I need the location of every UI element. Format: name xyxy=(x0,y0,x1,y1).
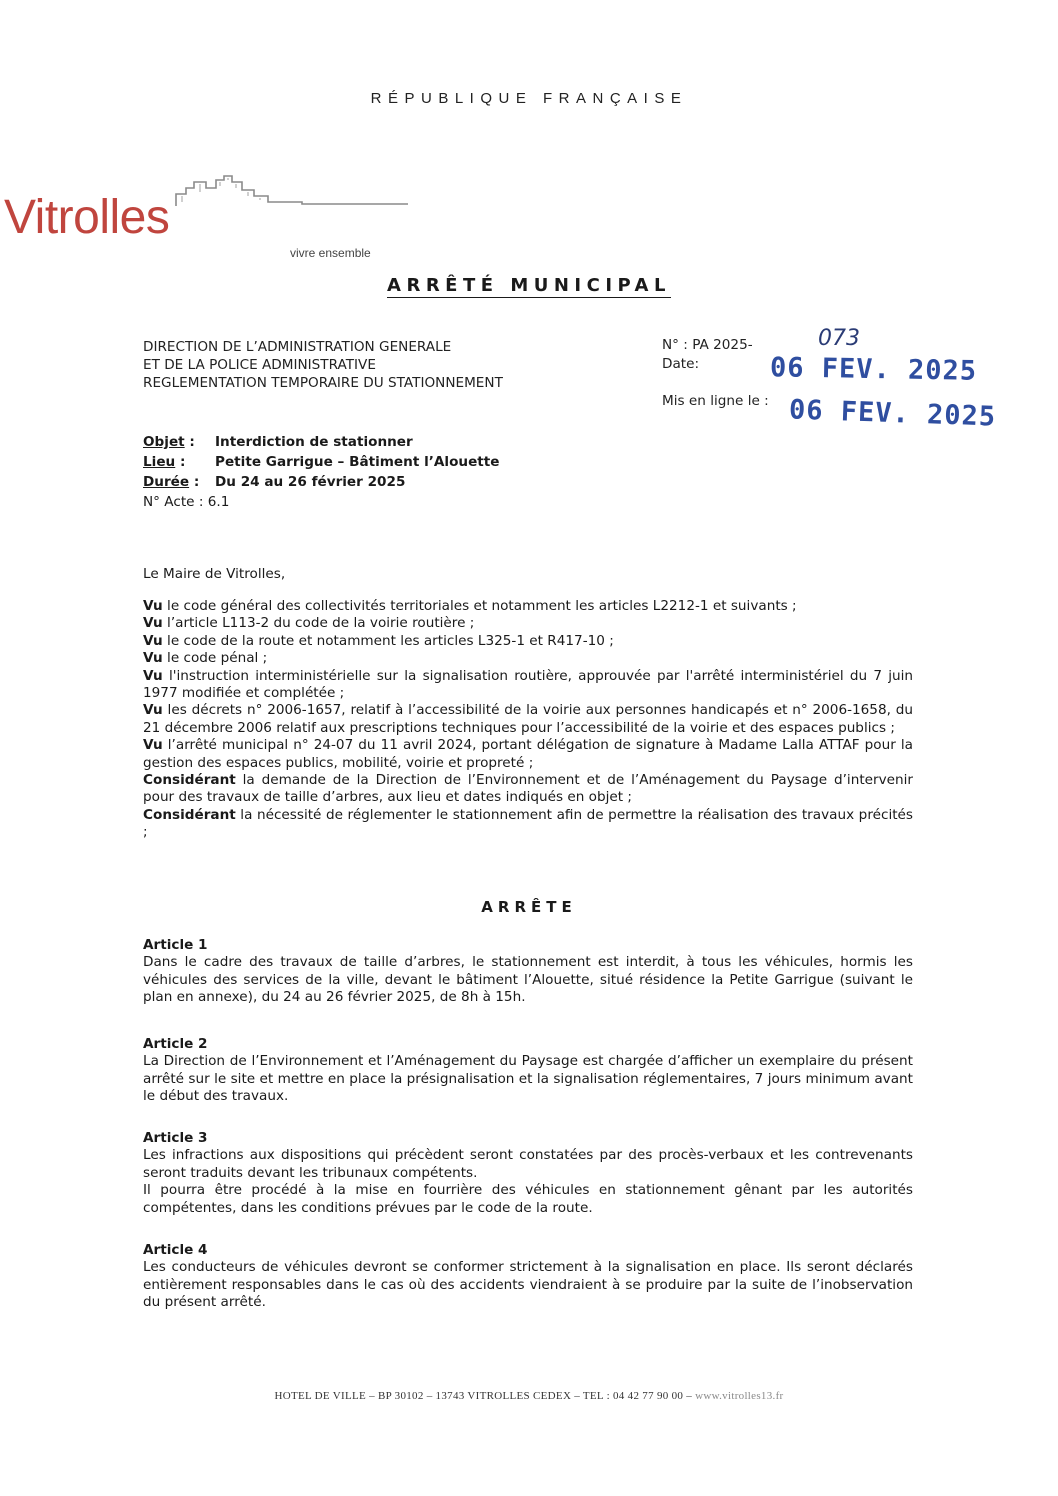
direction-line: REGLEMENTATION TEMPORAIRE DU STATIONNEMENT xyxy=(143,375,503,391)
date-stamp: 06 FEV. 2025 xyxy=(769,352,978,387)
article-title: Article 4 xyxy=(143,1242,208,1258)
visa-item: Vu le code général des collectivités territoriales et notamment les articles L2212-1 et suivants ; xyxy=(143,598,797,614)
article-paragraph: Dans le cadre des travaux de taille d’arbres, le stationnement est interdit, à tous les véhicules, hormis les véhicules des services de la ville, devant le bâtiment l’Alouette, situé résidence la Petite Garrigue (suivant le plan en annexe), du 24 au 26 février 2025, de 8h à 15h. xyxy=(143,954,913,1006)
visa-item: Considérant la demande de la Direction de l’Environnement et de l’Aménagement du Paysage d’intervenir pour des travaux de taille d’arbres, aux lieu et dates indiqués en objet ; xyxy=(143,772,913,806)
meta-label: Objet xyxy=(143,434,185,450)
footer-address: HOTEL DE VILLE – BP 30102 – 13743 VITROLLES CEDEX – TEL : 04 42 77 90 00 – xyxy=(274,1390,696,1402)
article-title: Article 2 xyxy=(143,1036,208,1052)
article-paragraph: La Direction de l’Environnement et l’Aménagement du Paysage est chargée d’afficher un exemplaire du présent arrêté sur le site et mettre en place la présignalisation et la signalisation réglementaires, 7 jours minimum avant le début des travaux. xyxy=(143,1053,913,1105)
document-title-text: ARRÊTÉ MUNICIPAL xyxy=(387,275,671,296)
article-title: Article 3 xyxy=(143,1130,208,1146)
direction-block xyxy=(143,338,503,392)
logo-wordmark: Vitrolles xyxy=(4,191,170,244)
article-paragraph: Les conducteurs de véhicules devront se conformer strictement à la signalisation en place. Ils seront déclarés entièrement responsables dans le cas où des accidents viendraient à se produire par la suite de l’inobservation du présent arrêté. xyxy=(143,1259,913,1311)
city-skyline-icon xyxy=(172,170,412,210)
footer-website-link[interactable]: www.vitrolles13.fr xyxy=(695,1390,784,1402)
page-footer xyxy=(0,1390,1058,1402)
logo-tagline: vivre ensemble xyxy=(290,246,371,260)
visa-item: Vu l’arrêté municipal n° 24-07 du 11 avril 2024, portant délégation de signature à Madame Lalla ATTAF pour la gestion des espaces publics, mobilité, voirie et propreté ; xyxy=(143,737,913,771)
meta-value: Petite Garrigue – Bâtiment l’Alouette xyxy=(215,454,500,470)
article-paragraph: Les infractions aux dispositions qui précèdent seront constatées par des procès-verbaux et les contrevenants seront traduits devant les tribunaux compétents. xyxy=(143,1147,913,1181)
reference-online-label: Mis en ligne le : xyxy=(662,393,769,409)
visa-item: Considérant la nécessité de réglementer le stationnement afin de permettre la réalisation des travaux précités ; xyxy=(143,806,913,841)
visa-item: Vu le code de la route et notamment les articles L325-1 et R417-10 ; xyxy=(143,632,614,649)
meta-acte xyxy=(143,492,500,512)
visa-item: Vu l’article L113-2 du code de la voirie routière ; xyxy=(143,615,475,632)
article-4 xyxy=(143,1242,913,1312)
article-paragraph: Il pourra être procédé à la mise en fourrière des véhicules en stationnement gênant par les autorités compétentes, dans les conditions prévues par le code de la route. xyxy=(143,1182,913,1216)
meta-block xyxy=(143,432,500,512)
article-3 xyxy=(143,1130,913,1217)
reference-date-label: Date: xyxy=(662,356,700,372)
visas-list xyxy=(143,598,913,842)
meta-label: N° Acte xyxy=(143,494,195,510)
republic-header: RÉPUBLIQUE FRANÇAISE xyxy=(370,90,688,107)
article-1 xyxy=(143,937,913,1007)
article-2 xyxy=(143,1036,913,1106)
meta-value: Interdiction de stationner xyxy=(215,434,413,450)
reference-number-label: N° : PA 2025- xyxy=(662,337,753,353)
arrete-heading: ARRÊTE xyxy=(481,898,577,916)
direction-line: ET DE LA POLICE ADMINISTRATIVE xyxy=(143,357,376,373)
visa-item: Vu le code pénal ; xyxy=(143,650,268,667)
article-title: Article 1 xyxy=(143,937,208,953)
document-title xyxy=(0,275,1058,296)
meta-value: Du 24 au 26 février 2025 xyxy=(215,474,406,490)
meta-lieu: Lieu : Petite Garrigue – Bâtiment l’Alouette xyxy=(143,454,500,470)
handwritten-number: 073 xyxy=(818,326,860,351)
visa-item: Vu l'instruction interministérielle sur la signalisation routière, approuvée par l'arrêté interministériel du 7 juin 1977 modifiée et complétée ; xyxy=(143,667,913,702)
visa-item: Vu les décrets n° 2006-1657, relatif à l’accessibilité de la voirie aux personnes handicapés et n° 2006-1658, du 21 décembre 2006 relatif aux prescriptions techniques pour l’accessibilité de la voirie et des espaces publics ; xyxy=(143,702,913,736)
meta-label: Lieu xyxy=(143,454,176,470)
greeting: Le Maire de Vitrolles, xyxy=(143,566,286,582)
online-date-stamp: 06 FEV. 2025 xyxy=(788,394,997,433)
meta-value: : 6.1 xyxy=(198,494,230,510)
meta-duree: Durée : Du 24 au 26 février 2025 xyxy=(143,474,406,490)
meta-objet: Objet : Interdiction de stationner xyxy=(143,434,413,450)
direction-line: DIRECTION DE L’ADMINISTRATION GENERALE xyxy=(143,339,452,355)
meta-label: Durée xyxy=(143,474,190,490)
